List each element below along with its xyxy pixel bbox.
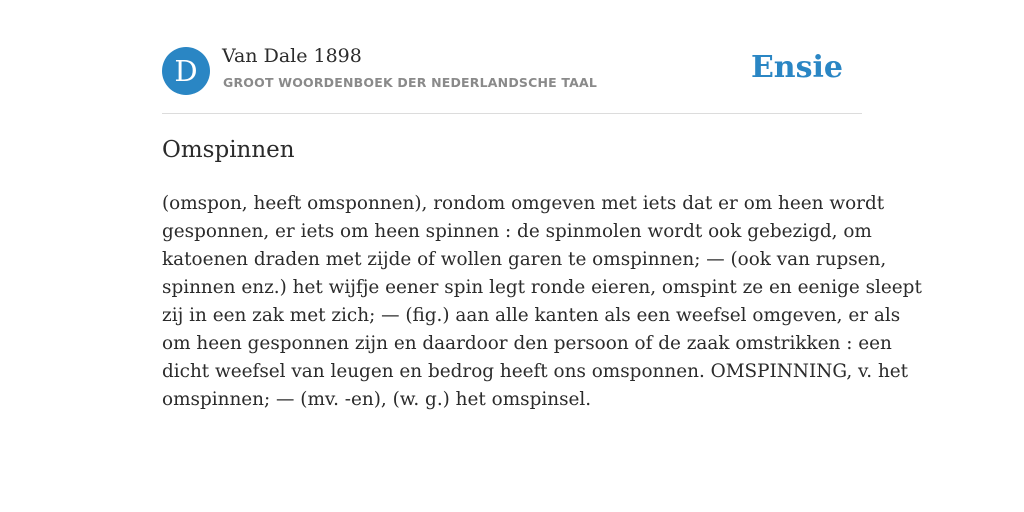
definition-line: spinnen enz.) het wijfje eener spin legt ronde eieren, omspint ze en eenige sleept [162, 277, 922, 298]
definition-text [162, 190, 922, 414]
definition-line: katoenen draden met zijde of wollen garen te omspinnen; — (ook van rupsen, [162, 249, 887, 270]
definition-line: omspinnen; — (mv. -en), (w. g.) het omspinsel. [162, 389, 592, 410]
definition-line: om heen gesponnen zijn en daardoor den persoon of de zaak omstrikken : een [162, 333, 892, 354]
page-title: Omspinnen [162, 137, 295, 163]
dictionary-title[interactable]: Van Dale 1898 [222, 45, 362, 67]
header [162, 0, 862, 114]
definition-line: dicht weefsel van leugen en bedrog heeft ons omsponnen. OMSPINNING, v. het [162, 361, 909, 382]
definition-line: zij in een zak met zich; — (fig.) aan alle kanten als een weefsel omgeven, er als [162, 305, 901, 326]
definition-line: gesponnen, er iets om heen spinnen : de spinmolen wordt ook gebezigd, om [162, 221, 872, 242]
definition-line: (omspon, heeft omsponnen), rondom omgeven met iets dat er om heen wordt [162, 193, 885, 214]
dictionary-logo[interactable]: D [162, 47, 210, 95]
brand-logo[interactable]: Ensie [750, 50, 843, 85]
entry-card [162, 0, 922, 410]
dictionary-subtitle: GROOT WOORDENBOEK DER NEDERLANDSCHE TAAL [223, 75, 598, 90]
